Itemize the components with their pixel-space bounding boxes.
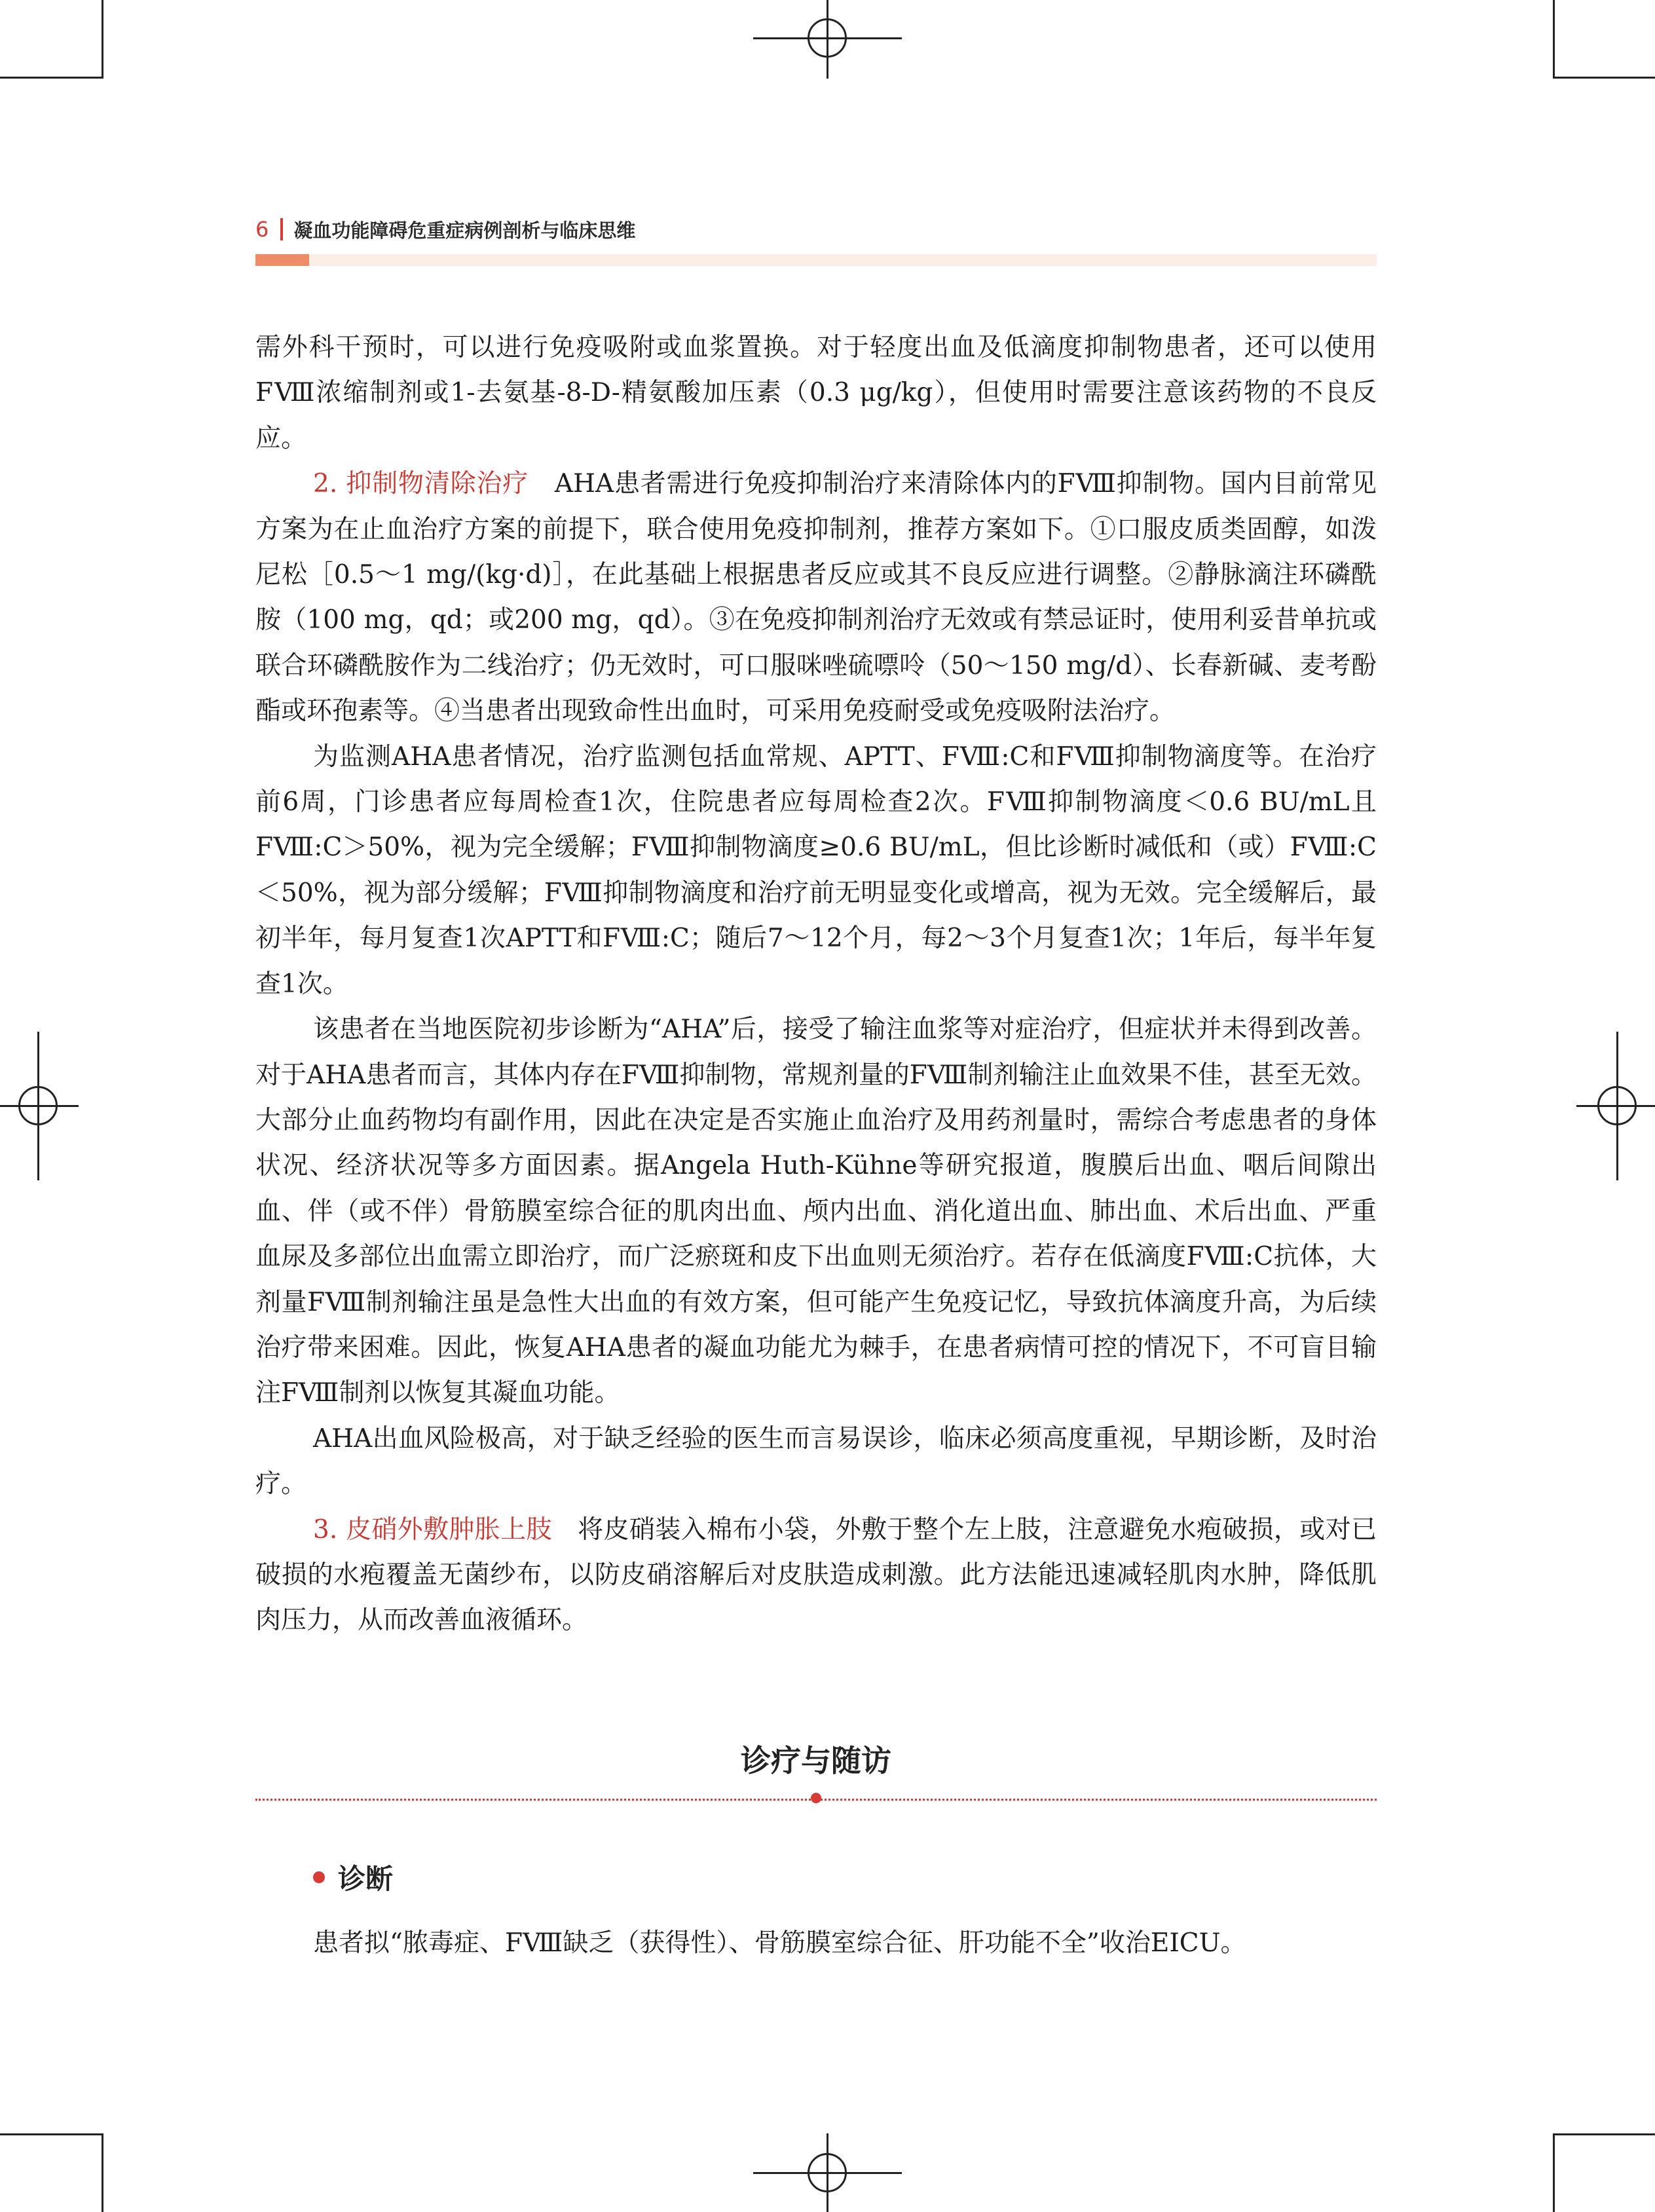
paragraph-6-text: 将皮硝装入棉布小袋，外敷于整个左上肢，注意避免水疱破损，或对已破损的水疱覆盖无菌纱布，以防皮硝溶解后对皮肤造成刺激。此方法能迅速减轻肌肉水肿，降低肌肉压力，从而改善血液循环。	[255, 1514, 1377, 1636]
subsection-title: 诊断	[338, 1863, 394, 1895]
section-title: 诊疗与随访	[741, 1743, 891, 1778]
diagnosis-paragraph	[255, 1921, 1377, 1966]
paragraph-6	[255, 1507, 1377, 1643]
paragraph-4: 该患者在当地医院初步诊断为“AHA”后，接受了输注血浆等对症治疗，但症状并未得到改善。对于AHA患者而言，其体内存在FⅧ抑制物，常规剂量的FⅧ制剂输注止血效果不佳，甚至无效。大部分止血药物均有副作用，因此在决定是否实施止血治疗及用药剂量时，需综合考虑患者的身体状况、经济状况等多方面因素。据Angela Huth-Kühne等研究报道，腹膜后出血、咽后间隙出血、伴（或不伴）骨筋膜室综合征的肌肉出血、颅内出血、消化道出血、肺出血、术后出血、严重血尿及多部位出血需立即治疗，而广泛瘀斑和皮下出血则无须治疗。若存在低滴度FⅧ:C抗体，大剂量FⅧ制剂输注虽是急性大出血的有效方案，但可能产生免疫记忆，导致抗体滴度升高，为后续治疗带来困难。因此，恢复AHA患者的凝血功能尤为棘手，在患者病情可控的情况下，不可盲目输注FⅧ制剂以恢复其凝血功能。	[255, 1015, 1377, 1408]
body-text	[255, 325, 1377, 1643]
paragraph-1: 需外科干预时，可以进行免疫吸附或血浆置换。对于轻度出血及低滴度抑制物患者，还可以使用FⅧ浓缩制剂或1-去氨基-8-D-精氨酸加压素（0.3 μg/kg），但使用时需要注意该药物的不良反应。	[255, 333, 1377, 453]
paragraph-3: 为监测AHA患者情况，治疗监测包括血常规、APTT、FⅧ:C和FⅧ抑制物滴度等。在治疗前6周，门诊患者应每周检查1次，住院患者应每周检查2次。FⅧ抑制物滴度＜0.6 BU/mL且FⅧ:C＞50%，视为完全缓解；FⅧ抑制物滴度≥0.6 BU/mL，但比诊断时减低和（或）FⅧ:C＜50%，视为部分缓解；FⅧ抑制物滴度和治疗前无明显变化或增高，视为无效。完全缓解后，最初半年，每月复查1次APTT和FⅧ:C；随后7～12个月，每2～3个月复查1次；1年后，每半年复查1次。	[255, 741, 1377, 999]
bullet-icon	[313, 1871, 325, 1883]
heading-inhibitor-clearance: 2. 抑制物清除治疗	[313, 469, 529, 499]
diagnosis-text: 患者拟“脓毒症、FⅧ缺乏（获得性）、骨筋膜室综合征、肝功能不全”收治EICU。	[313, 1928, 1246, 1958]
paragraph-5: AHA出血风险极高，对于缺乏经验的医生而言易误诊，临床必须高度重视，早期诊断，及时治疗。	[255, 1423, 1377, 1499]
section-rule-dot	[811, 1793, 821, 1803]
book-title: 凝血功能障碍危重症病例剖析与临床思维	[293, 219, 636, 242]
paragraph-2-text: AHA患者需进行免疫抑制治疗来清除体内的FⅧ抑制物。国内目前常见方案为在止血治疗方案的前提下，联合使用免疫抑制剂，推荐方案如下。①口服皮质类固醇，如泼尼松［0.5～1 mg/(kg·d)］，在此基础上根据患者反应或其不良反应进行调整。②静脉滴注环磷酰胺（100 mg，qd；或200 mg，qd）。③在免疫抑制剂治疗无效或有禁忌证时，使用利妥昔单抗或联合环磷酰胺作为二线治疗；仍无效时，可口服咪唑硫嘌呤（50～150 mg/d）、长春新碱、麦考酚酯或环孢素等。④当患者出现致命性出血时，可采用免疫耐受或免疫吸附法治疗。	[255, 469, 1377, 726]
header-rule-accent	[255, 254, 309, 266]
running-header	[255, 213, 635, 246]
heading-mirabilite-compress: 3. 皮硝外敷肿胀上肢	[313, 1514, 552, 1545]
header-rule	[255, 254, 1377, 266]
paragraph-2	[255, 461, 1377, 734]
page-number: 6	[255, 217, 269, 242]
header-divider	[280, 218, 283, 240]
subsection-heading	[313, 1858, 393, 1897]
